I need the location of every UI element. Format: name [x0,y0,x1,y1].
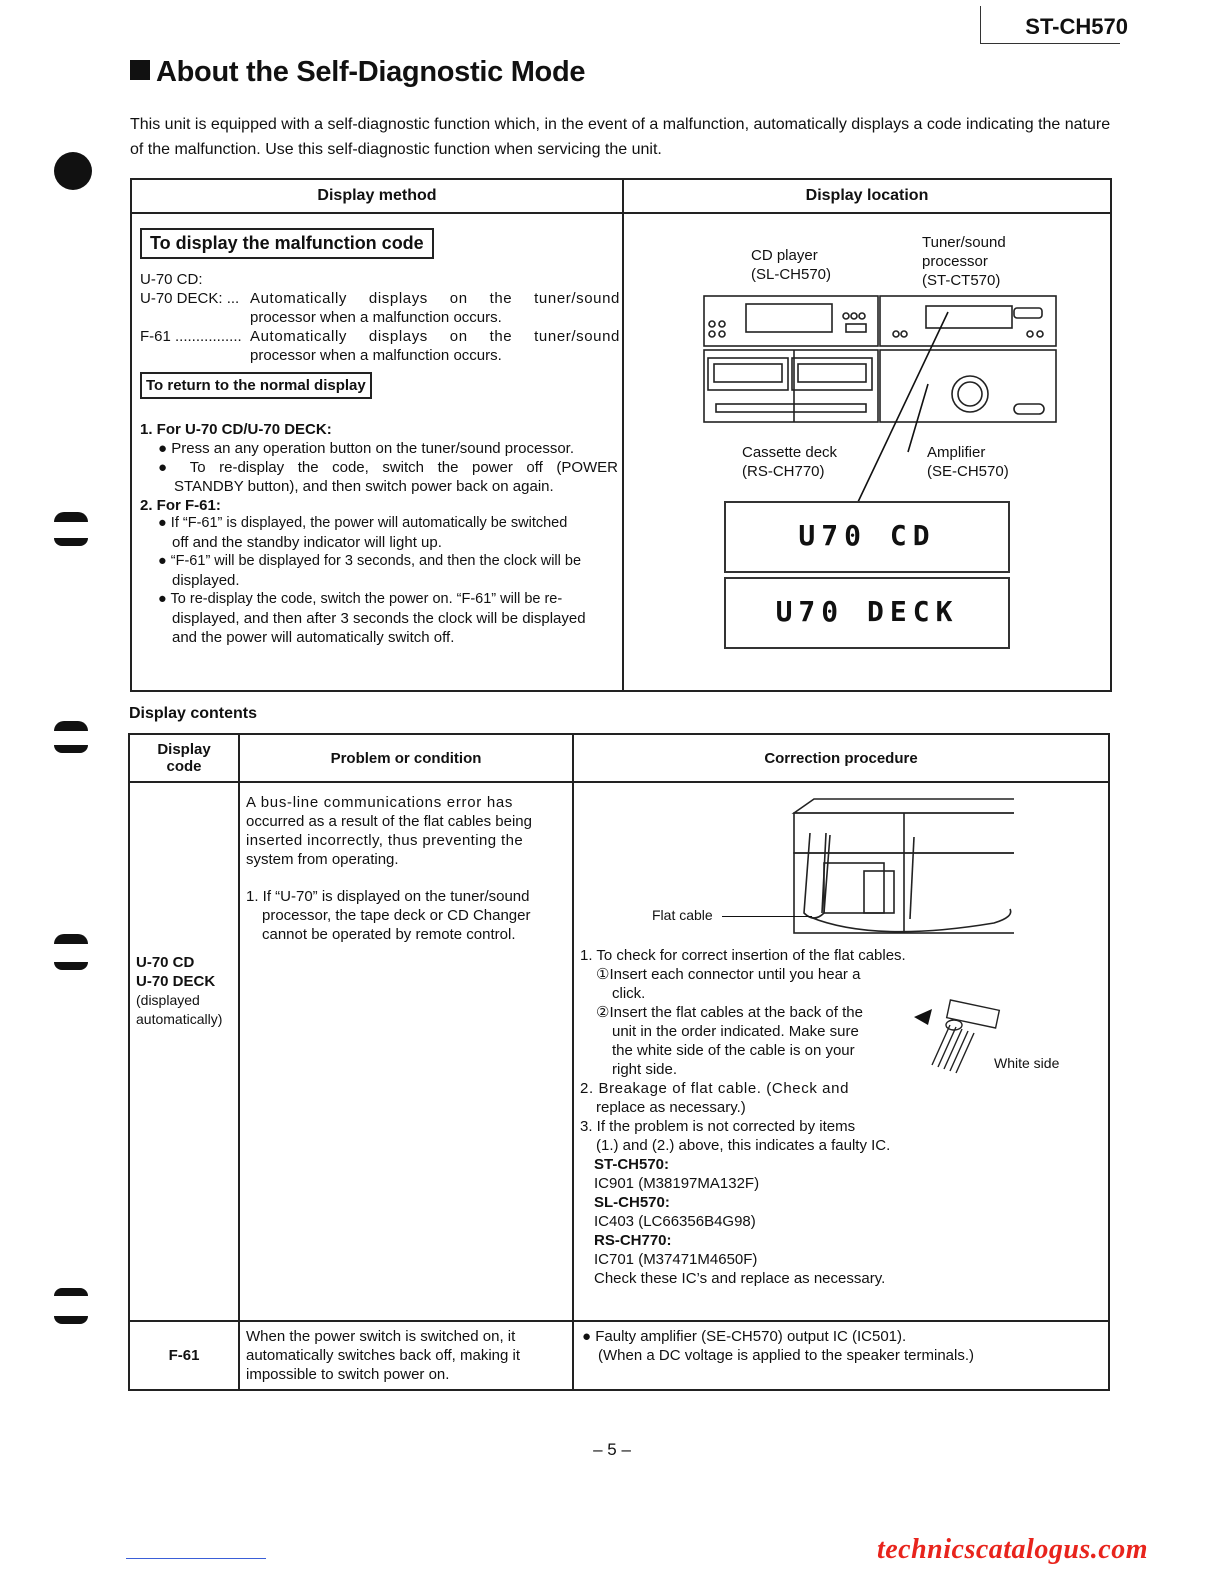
item1-bullet2-line2: STANDBY button), and then switch power back on again. [174,478,554,495]
u70-correction-cell [573,782,1109,1321]
problem-paragraph2 [246,887,566,944]
correction-list [580,946,960,1288]
u70deck-label: U-70 DECK: ... [140,290,240,307]
display-code-header-l1: Display [157,741,211,758]
pointer-line [908,384,928,452]
f61-problem-text [240,1322,572,1389]
tuner-label-l3: (ST-CT570) [922,272,1001,289]
cassette-label-l1: Cassette deck [742,444,838,461]
correction-1: 1. To check for correct insertion of the flat cables. [580,947,906,964]
flat-cable-label: Flat cable [652,907,713,923]
amplifier-label [927,443,1009,481]
model-st-ch570: ST-CH570: [594,1156,670,1173]
page-number: – 5 – [593,1440,631,1459]
correction-1b-l3: the white side of the cable is on your [612,1042,855,1059]
model-sl-ch570: SL-CH570: [594,1194,670,1211]
f61-code-cell: F-61 [129,1321,239,1390]
punch-mark [54,721,88,731]
code-u70cd: U-70 CD [136,954,195,971]
white-side-label: White side [994,1055,1060,1071]
item2-bullet2-text: “F-61” will be displayed for 3 seconds, and then the clock will be [170,553,582,569]
correction-1a-l2: click. [612,985,646,1002]
item2-bullet1-line1: ● If “F-61” is displayed, the power will automatically be switched [158,515,568,531]
punch-mark [54,538,88,546]
item1-bullet1-text: Press an any operation button on the tuner/sound processor. [171,440,575,457]
item1-bullet1: ● Press an any operation button on the tuner/sound processor. [158,440,575,457]
correction-3-l1: 3. If the problem is not corrected by items [580,1118,856,1135]
tuner-label-l2: processor [922,253,988,270]
header-rule-horizontal [980,43,1120,44]
tuner-label [922,233,1006,290]
lcd-display-u70deck [724,577,1010,649]
punch-mark [54,512,88,522]
punch-mark [54,934,88,944]
ic-rs-ch770: IC701 (M37471M4650F) [594,1251,758,1268]
flat-cable-pointer [722,916,812,917]
u70-code-cell [129,782,239,1321]
problem-paragraph1 [246,793,564,869]
item2-bullet1-line2: off and the standby indicator will light up. [172,534,442,551]
f61-problem-l3: impossible to switch power on. [246,1366,450,1383]
amplifier-label-l1: Amplifier [927,444,986,461]
watermark-link[interactable]: technicscatalogus.com [876,1534,1148,1565]
correction-2-l2: replace as necessary.) [596,1099,746,1116]
cd-player-label-l2: (SL-CH570) [751,266,832,283]
square-bullet-icon [130,60,150,80]
page-title [130,56,585,89]
u70deck-text-line1: Automatically displays on the tuner/sound [250,290,620,307]
f61-correction-l2: (When a DC voltage is applied to the speaker terminals.) [598,1347,975,1364]
punch-mark [54,1288,88,1296]
f61-text-line1: Automatically displays on the tuner/sound [250,328,620,345]
f61-problem-l1: When the power switch is switched on, it [246,1328,516,1345]
display-method-cell [131,213,623,691]
code-u70deck: U-70 DECK [136,973,216,990]
f61-correction-l1: ● Faulty amplifier (SE-CH570) output IC (IC501). [582,1328,907,1345]
connector-illustration [914,995,1014,1095]
punch-hole-mark [54,152,92,190]
f61-correction-text [574,1322,1108,1370]
problem-p1-l2: occurred as a result of the flat cables being [246,813,532,830]
header-rule-vertical [980,6,981,44]
punch-mark [54,745,88,753]
display-code-header-l2: code [166,758,202,775]
problem-p1-l3: inserted incorrectly, thus preventing the [246,832,524,849]
item1-bullet2-text: To re-display the code, switch the power off (POWER [189,459,618,476]
display-contents-label: Display contents [129,705,258,722]
display-contents-table [128,733,1110,1391]
lcd-text-u70deck: U70 DECK [775,595,959,628]
correction-1b-l2: unit in the order indicated. Make sure [612,1023,859,1040]
f61-problem-l2: automatically switches back off, making it [246,1347,521,1364]
problem-p2-l3: cannot be operated by remote control. [262,926,516,943]
punch-mark [54,1316,88,1324]
problem-p2-l2: processor, the tape deck or CD Changer [262,907,531,924]
lcd-text-u70cd: U70 CD [798,519,936,552]
punch-mark [54,962,88,970]
display-code-header [129,734,239,782]
item1-title: 1. For U-70 CD/U-70 DECK: [140,421,332,438]
correction-1a-l1: ①Insert each connector until you hear a [596,966,861,983]
ic-sl-ch570: IC403 (LC66356B4G98) [594,1213,756,1230]
cassette-label-l2: (RS-CH770) [742,463,825,480]
cd-player-label [751,246,831,284]
malfunction-heading: To display the malfunction code [140,228,434,259]
f61-correction-l1-text: Faulty amplifier (SE-CH570) output IC (IC501). [595,1328,907,1345]
u70-problem-cell [239,782,573,1321]
display-location-cell [623,213,1111,691]
code-note-l1: (displayed [136,992,200,1008]
u70deck-text-line2: processor when a malfunction occurs. [250,309,502,326]
display-location-header: Display location [623,179,1111,213]
correction-header: Correction procedure [573,734,1109,782]
item2-bullet3-line1: ● To re-display the code, switch the power on. “F-61” will be re- [158,591,563,607]
page-title-text: About the Self-Diagnostic Mode [156,56,586,88]
malfunction-heading-box [140,228,434,259]
cassette-deck-label [742,443,837,481]
correction-3-l2: (1.) and (2.) above, this indicates a faulty IC. [596,1137,891,1154]
f61-text-line2: processor when a malfunction occurs. [250,347,502,364]
f61-problem-cell [239,1321,573,1390]
correction-1b-l4: right side. [612,1061,678,1078]
item1-bullet2-line1: ● To re-display the code, switch the power off (POWER [158,459,618,476]
problem-p1-l4: system from operating. [246,851,399,868]
model-number: ST-CH570 [1025,14,1128,39]
f61-label: F-61 ................ [140,328,242,345]
footer-rule [126,1558,266,1559]
item2-bullet3-text: To re-display the code, switch the power on. “F-61” will be re- [170,591,563,607]
u70cd-label: U-70 CD: [140,271,203,288]
u70-code-block [136,953,222,1029]
item2-bullet2-line1: ● “F-61” will be displayed for 3 seconds, and then the clock will be [158,553,582,569]
correction-2-l1: 2. Breakage of flat cable. (Check and [580,1080,850,1097]
item2-bullet3-line3: and the power will automatically switch off. [172,629,455,646]
code-note-l2: automatically) [136,1011,223,1027]
f61-correction-cell [573,1321,1109,1390]
cd-player-label-l1: CD player [751,247,818,264]
return-heading-box [140,372,372,399]
problem-p2-l1: 1. If “U-70” is displayed on the tuner/sound [246,888,530,905]
item2-title: 2. For F-61: [140,497,221,514]
problem-p1-l1: A bus-line communications error has [246,794,514,811]
problem-header: Problem or condition [239,734,573,782]
item2-bullet3-line2: displayed, and then after 3 seconds the clock will be displayed [172,610,586,627]
tuner-label-l1: Tuner/sound [922,234,1006,251]
display-method-header: Display method [131,179,623,213]
lcd-display-u70cd [724,501,1010,573]
correction-1b-l1: ②Insert the flat cables at the back of the [596,1004,863,1021]
return-heading: To return to the normal display [140,372,372,399]
rear-units-illustration [714,793,1014,943]
check-ics-note: Check these IC’s and replace as necessary. [594,1270,886,1287]
item2-bullet1-text: If “F-61” is displayed, the power will automatically be switched [170,515,568,531]
model-rs-ch770: RS-CH770: [594,1232,672,1249]
ic-st-ch570: IC901 (M38197MA132F) [594,1175,760,1192]
amplifier-label-l2: (SE-CH570) [927,463,1009,480]
item2-bullet2-line2: displayed. [172,572,240,589]
intro-paragraph: This unit is equipped with a self-diagnostic function which, in the event of a malfunction, automatically displays a code indicating the nature of the malfunction. Use this self-diagnostic function when servicing the unit. [130,116,1111,158]
display-method-table [130,178,1112,692]
